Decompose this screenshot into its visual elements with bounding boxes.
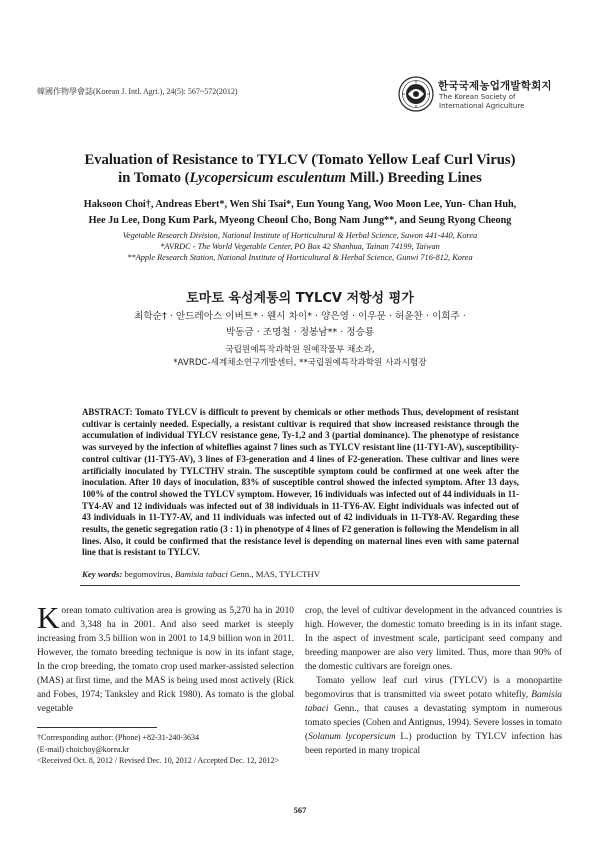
society-name-english: The Korean Society of International Agriculture [439, 93, 525, 110]
corresponding-author: †Corresponding author: (Phone) +82-31-240-3634 [37, 733, 200, 742]
keywords-label: Key words: [82, 569, 123, 579]
keywords: Key words: begomovirus, Bamisia tabaci Genn., MAS, TYLCTHV [82, 569, 321, 579]
species-name: Bamisia tabaci [305, 690, 562, 714]
body-column-right [305, 604, 562, 758]
section-divider [80, 585, 520, 586]
abstract [82, 407, 519, 559]
journal-reference: 韓國作物學會誌(Korean J. Intl. Agri.), 24(5): 567~572(2012) [37, 87, 238, 96]
korean-author-line-2: 박동금 · 조명철 · 정봉남** · 정승룡 [225, 327, 375, 338]
intro-paragraph-1: Korean tomato cultivation area is growing as 5,270 ha in 2010 and 3,348 ha in 2001. And also seed market is steeply increasing from 3.5 billion won in 2001 to 14.9 billion won in 2011. However, the tomato breeding technique is now in its infant stage, In the crop breeding, the tomato crop used marker-assisted selection (MAS) at first time, and the MAS is being used most actively (Rick and Fobes, 1974; Tanksley and Rick 1980). As tomato is the global vegetable [37, 600, 294, 714]
intro-paragraph-2: Tomato yellow leaf curl virus (TYLCV) is a monopartite begomovirus that is transmitted via sweet potato whitefly, Bamisia tabaci Genn., that causes a devastating symptom in numerous tomato species (Cohen and Antignus, 1994). Severe losses in tomato (Solanum lycopersicum L.) production by TYLCV infection has been reported in many tropical [305, 676, 563, 756]
author-email: (E-mail) choichoy@korea.kr [37, 744, 130, 754]
keyword-species: Bamisia tabaci [174, 569, 228, 579]
species-name: Lycopersicum esculentum [189, 170, 346, 186]
affiliations [50, 230, 550, 263]
korean-author-line-1: 최학순† · 안드레아스 이버트* · 웬시 차이* · 양은영 · 이우문 · 허윤찬 · 이희주 · [134, 311, 466, 322]
society-seal-icon [398, 76, 434, 112]
drop-cap: K [37, 600, 60, 635]
abstract-label: ABSTRACT: [82, 407, 133, 417]
affiliation-1: Vegetable Research Division, National Institute of Horticultural & Herbal Science, Suwon 441-440, Korea [122, 231, 478, 240]
korean-affiliation-2: *AVRDC-세계채소연구개발센터, **국립원예특작과학원 사과시험장 [173, 358, 427, 368]
author-line-2: Hee Ju Lee, Dong Kum Park, Myeong Cheoul Cho, Bong Nam Jung**, and Seung Ryong Cheong [88, 215, 512, 226]
korean-author-list [60, 309, 540, 341]
intro-paragraph-1-cont: crop, the level of cultivar development in the advanced countries is high. However, the domestic tomato breeding is in its infant stage. In the aspect of investment scale, participant seed company and breeding manpower are also very limited. Thus, more than 90% of the domestic cultivars are foreign ones. [305, 606, 562, 672]
korean-affiliations [60, 344, 540, 370]
footnote-divider [37, 727, 157, 728]
society-name-korean: 한국국제농업개발학회지 [438, 80, 552, 92]
affiliation-3: **Apple Research Station, National Institute of Horticultural & Herbal Science, Gunwi 716-812, Korea [127, 253, 473, 262]
title-line-1: Evaluation of Resistance to TYLCV (Tomato Yellow Leaf Curl Virus) [84, 152, 516, 168]
affiliation-2: *AVRDC - The World Vegetable Center, PO Box 42 Shanhua, Tainan 74199, Taiwan [160, 242, 440, 251]
submission-dates: <Received Oct. 8, 2012 / Revised Dec. 10, 2012 / Accepted Dec. 12, 2012> [37, 756, 280, 765]
society-logo-block [398, 76, 568, 116]
korean-title: 토마토 육성계통의 TYLCV 저항성 평가 [186, 291, 414, 306]
author-list [60, 197, 540, 229]
paper-title [60, 151, 540, 187]
species-name: Solanum lycopersicum [308, 732, 396, 742]
page-number: 567 [293, 805, 307, 815]
korean-affiliation-1: 국립원예특작과학원 원예작물부 채소과, [225, 345, 375, 355]
abstract-text: Tomato TYLCV is difficult to prevent by chemicals or other methods Thus, development of resistant cultivar is certainly needed. Especially, a resistant cultivar is required that show increased resistance through the accumulation of individual TYLCV resistance gene, Ty-1,2 and 3 (partial dominance). The phenotype of resistance was surveyed by the infection of whiteflies against 7 lines such as TYLCV resistant line (11-TY1-AV), susceptibility-control cultivar (11-TY5-AV), 3 lines of F3-generation and 4 lines of F2-generation. These cultivar and lines were artificially inoculated by TYLCTHV strain. The susceptible symptom could be confirmed at one week after the inoculation. After 10 days of inoculation, 83% of susceptible control showed the infected symptom. After 13 days, 100% of the control showed the TYLCV symptom. However, 16 individuals was infected out of 44 individuals in 11-TY4-AV and 12 individuals was infected out of 38 individuals in 11-TY6-AV. Eight individuals was infected out of 43 individuals in 11-TY7-AV, and 11 individuals was infected out of 42 individuals in 11-TY8-AV. Regarding these results, the genetic segregation ratio (3 : 1) in phenotype of 4 lines of F2 generation is following the Mendelism in all lines. Also, it could be confirmed that the resistance level is depending on maternal lines even with same paternal line that is resistant to TYLCV. [82, 407, 519, 558]
footnote [37, 732, 299, 767]
author-line-1: Haksoon Choi†, Andreas Ebert*, Wen Shi Tsai*, Eun Young Yang, Woo Moon Lee, Yun- Chan Huh, [83, 199, 517, 210]
body-column-left [37, 600, 294, 716]
title-line-2: in Tomato (Lycopersicum esculentum Mill.) Breeding Lines [118, 170, 482, 186]
